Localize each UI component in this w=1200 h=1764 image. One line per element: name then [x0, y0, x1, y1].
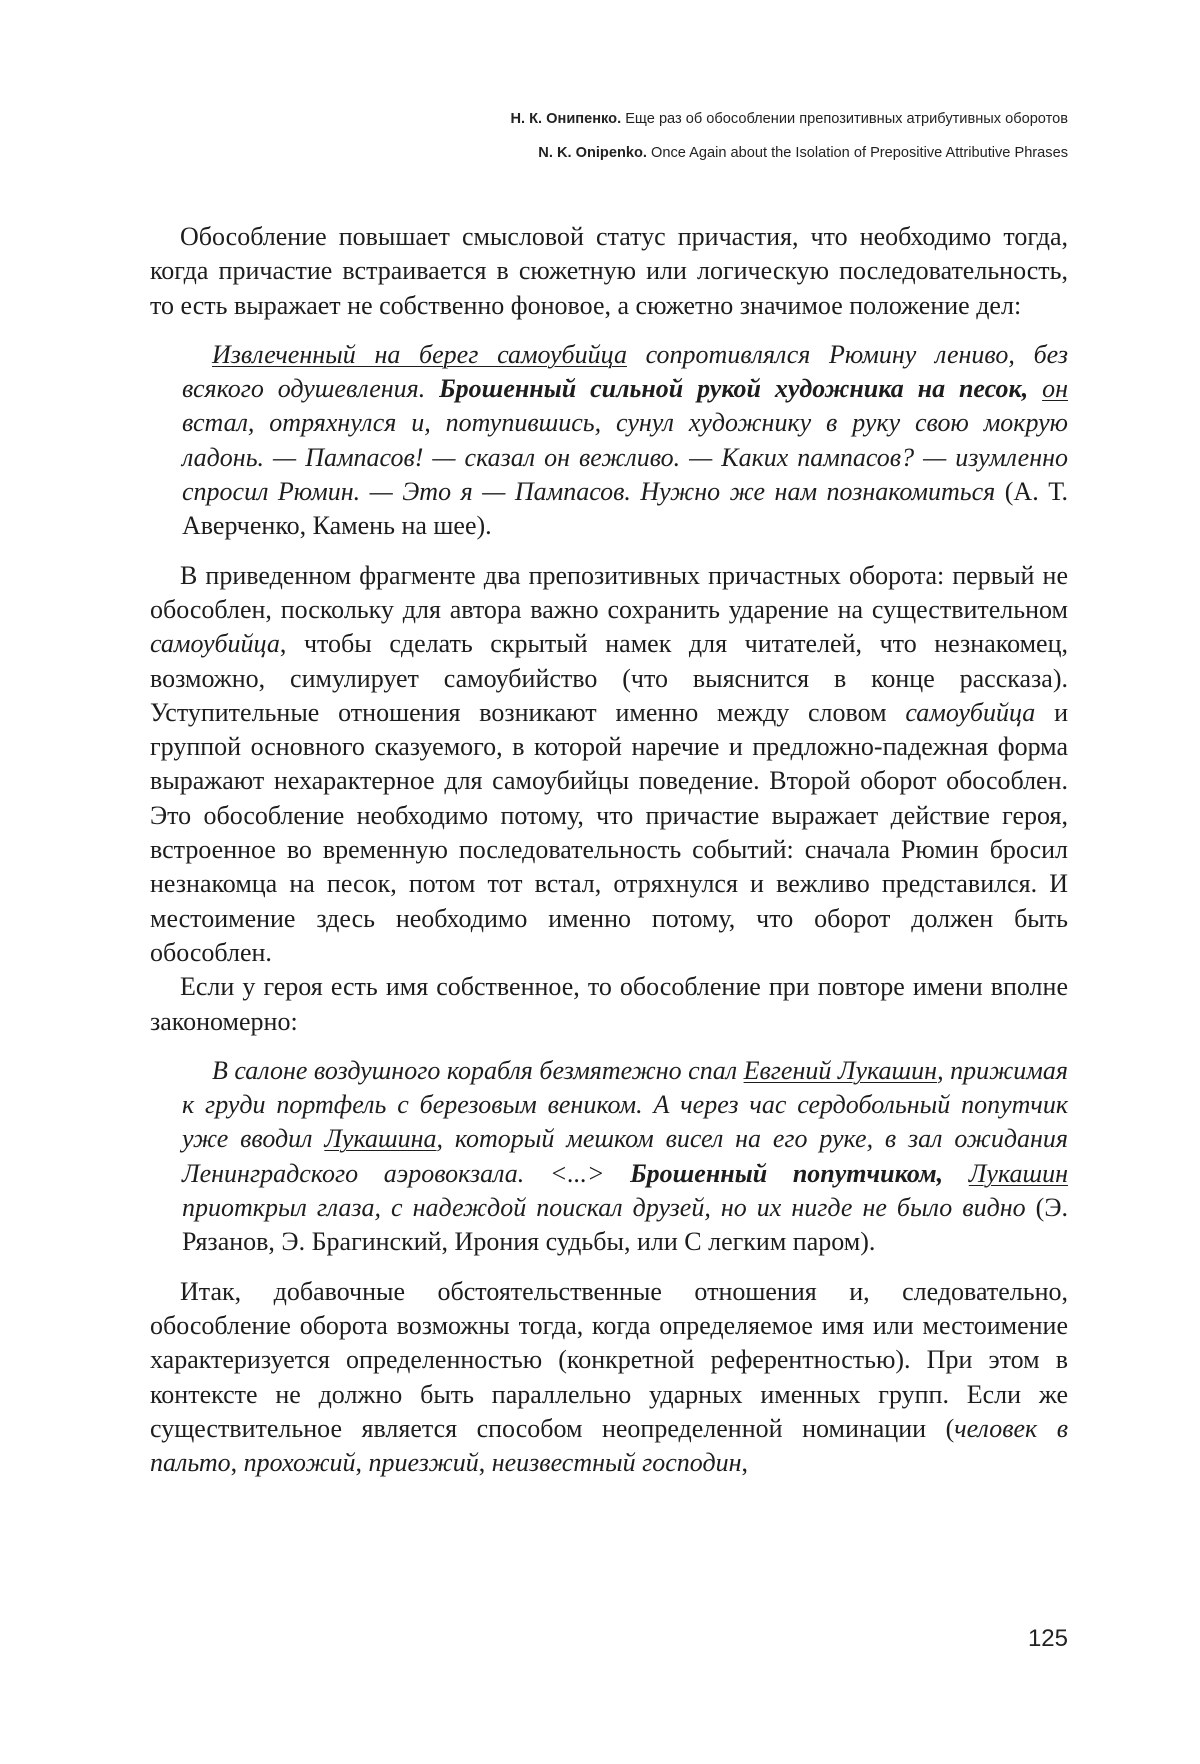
quote-1-segment-3: встал, отряхнулся и, потупившись, сунул художнику в руку свою мокрую ладонь. — Пампасов! — сказал он вежливо. — Каких пампасов? — изумленно спросил Рюмин. — Это я — Пампасов. Нужно же нам познакомиться: [182, 408, 1068, 507]
quote-1-underline-1: Извлеченный на берег самоубийца: [212, 339, 627, 369]
running-head-en-title: Once Again about the Isolation of Prepositive Attributive Phrases: [646, 145, 1068, 161]
article-body: [150, 220, 1068, 1480]
quote-2-segment-5: приоткрыл глаза, с надеждой поискал друзей, но их нигде не было видно: [182, 1193, 1026, 1223]
running-head: [128, 102, 1068, 170]
paragraph-2-segment-3: и группой основного сказуемого, в которой наречие и предложно-падежная форма выражают нехарактерное для самоубийцы поведение. Второй оборот обособлен. Это обособление необходимо потому, что причастие выражает действие героя, встроенное во временную последовательность событий: сначала Рюмин бросил незнакомца на песок, потом тот встал, отряхнулся и вежливо представился. И местоимение здесь необходимо именно потому, что оборот должен быть обособлен.: [150, 697, 1068, 967]
quote-1-segment-1: сопротивлялся Рюмину лениво, без всякого одушевления.: [182, 339, 1068, 404]
quote-2-underline-1: Евгений Лукашин: [743, 1055, 938, 1085]
paragraph-4-italic-3: приезжий: [368, 1448, 479, 1478]
quote-1-underline-2: он: [1042, 374, 1068, 404]
paragraph-3: Если у героя есть имя собственное, то обособление при повторе имени вполне закономерно:: [150, 972, 1068, 1036]
paragraph-4-italic-4: неизвестный господин: [491, 1448, 742, 1478]
paragraph-4-italic-1: человек в пальто: [150, 1413, 1069, 1478]
running-head-en: [128, 136, 1068, 170]
page-number: 125: [1027, 1625, 1068, 1652]
paragraph-2-segment-2: , чтобы сделать скрытый намек для читателей, что незнакомец, возможно, симулирует самоубийство (что выяснится в конце рассказа). Уступительные отношения возникают именно между словом: [150, 629, 1068, 727]
quote-2-segment-2: , прижимая к груди портфель с березовым веником. А через час сердобольный попутчик уже вводил: [182, 1055, 1068, 1154]
quote-2-underline-2: Лукашина: [324, 1124, 437, 1154]
quote-1-source: (А. Т. Аверченко, Камень на шее).: [182, 477, 1069, 541]
quote-2-underline-3: Лукашин: [968, 1158, 1068, 1188]
paragraph-4-segment-4: ,: [478, 1448, 492, 1478]
paragraph-2-segment-1: В приведенном фрагменте два препозитивных причастных оборота: первый не обособлен, поскольку для автора важно сохранить ударение на существительном: [150, 560, 1068, 624]
running-head-ru-title: Еще раз об обособлении препозитивных атрибутивных оборотов: [621, 111, 1068, 127]
paragraph-4-italic-2: прохожий: [243, 1448, 356, 1478]
paragraph-4-segment-1: Итак, добавочные обстоятельственные отношения и, следовательно, обособление оборота возможны тогда, когда определяемое имя или местоимение характеризуется определенностью (конкретной референтностью). При этом в контексте не должно быть параллельно ударных именных групп. Если же существительное является способом неопределенной номинации (: [150, 1276, 1068, 1443]
quote-2-text: [182, 1056, 1068, 1222]
quote-2-bold-1: Брошенный попутчиком,: [630, 1158, 944, 1188]
quote-2-segment-4: [943, 1159, 969, 1188]
quote-2-segment-1: В салоне воздушного корабля безмятежно спал: [212, 1055, 744, 1085]
paragraph-4-segment-5: ,: [741, 1448, 748, 1478]
paragraph-2: [150, 559, 1068, 971]
paragraph-2-italic-2: самоубийца: [905, 697, 1036, 727]
running-head-ru: [128, 102, 1068, 136]
paragraph-2-italic-1: самоубийца: [150, 629, 280, 659]
paragraph-4-segment-2: ,: [230, 1448, 244, 1478]
quote-2-source: (Э. Рязанов, Э. Брагинский, Ирония судьбы, или С легким паром).: [182, 1193, 1068, 1257]
quote-2-segment-3: , который мешком висел на его руке, в зал ожидания Ленинградского аэровокзала. <...>: [182, 1124, 1069, 1188]
running-head-en-author: N. K. Onipenko.: [538, 145, 647, 161]
quote-2: [182, 1054, 1068, 1260]
running-head-ru-author: Н. К. Онипенко.: [510, 111, 622, 127]
quote-1-bold-1: Брошенный сильной рукой художника на песок,: [439, 374, 1029, 404]
quote-1-text: [182, 340, 1068, 506]
paragraph-4-segment-3: ,: [355, 1448, 369, 1478]
paragraph-1: Обособление повышает смысловой статус причастия, что необходимо тогда, когда причастие встраивается в сюжетную или логическую последовательность, то есть выражает не собственно фоновое, а сюжетно значимое положение дел:: [150, 222, 1068, 320]
quote-1-segment-2: [1028, 374, 1042, 403]
paragraph-4: [150, 1275, 1068, 1481]
quote-1: [182, 338, 1068, 544]
